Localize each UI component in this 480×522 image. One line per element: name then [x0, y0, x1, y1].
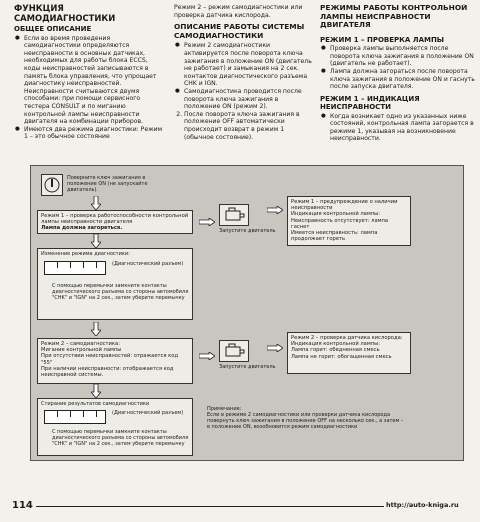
arrow-down-icon	[91, 234, 101, 248]
arrow-down-icon	[91, 196, 101, 210]
jumper-instruction: С помощью перемычки замкните контакты диагностического разъема со стороны автомобиля "CHK" и "IGN" на 2 сек., затем уберите перемычку	[52, 429, 189, 447]
arrow-right-icon	[267, 206, 283, 214]
page-number: 114	[12, 500, 33, 511]
bullet-item: ● Имеются два режима диагностики: Режим 1 – это обычное состояние	[24, 126, 166, 141]
mode2-result-box: Режим 2 – проверка датчика кислорода: Индикация контрольной лампы: Лампа горит: обедненная смесь Лампа не горит: обогащенная смесь	[287, 332, 411, 374]
section-title: РЕЖИМЫ РАБОТЫ КОНТРОЛЬНОЙ ЛАМПЫ НЕИСПРАВНОСТИ ДВИГАТЕЛЯ	[320, 4, 468, 30]
column-2	[174, 4, 312, 141]
start-instruction: Поверните ключ зажигания в положение ON (не запускайте двигатель).	[67, 175, 148, 193]
section-subtitle: ОБЩЕЕ ОПИСАНИЕ	[14, 25, 92, 34]
column-1	[14, 4, 166, 141]
paragraph: Режим 2 – режим самодиагностики или проверка датчика кислорода.	[174, 4, 303, 19]
erase-title: Стирание результатов самодиагностики	[41, 401, 150, 407]
footer-url: http://auto-kniga.ru	[386, 501, 459, 509]
note-text: Примечание: Если в режиме 2 самодиагностики или проверки датчика кислорода повернуть ключ зажигания в положение OFF на несколько сек., а затем – в положение ON, возобновится режим самодиагностики	[207, 406, 404, 430]
key-icon	[41, 174, 63, 196]
mode2-box: Режим 2 – самодиагностика: Мигание контрольной лампы При отсутствии неисправностей: отражается код "55" При наличии неисправности: отображается код неисправной системы.	[37, 338, 193, 384]
jumper-instruction: С помощью перемычки замкните контакты диагностического разъема со стороны автомобиля "CHK" и "IGN" на 2 сек., затем уберите перемычку	[52, 283, 189, 301]
section-title: ФУНКЦИЯ САМОДИАГНОСТИКИ	[14, 3, 116, 23]
mode1-emphasis: Лампа должна загореться.	[41, 225, 123, 232]
bullet-item: ● Проверка лампы выполняется после поворота ключа зажигания в положение ON (двигатель не работает).	[330, 45, 476, 68]
diagnostic-flowchart	[30, 165, 464, 461]
engine-icon	[219, 204, 249, 226]
bullet-list	[174, 42, 312, 110]
connector-label: (Диагностический разъем)	[112, 410, 184, 416]
numbered-list	[174, 111, 312, 141]
bullet-item: ● Самодиагностика проводится после поворота ключа зажигания в положение ON (режим 2).	[184, 88, 312, 111]
bullet-list	[320, 45, 476, 91]
column-3	[320, 4, 476, 143]
change-mode-title: Изменение режима диагностики:	[41, 251, 130, 257]
footer-rule	[36, 506, 384, 507]
subsection-title: РЕЖИМ 1 – ПРОВЕРКА ЛАМПЫ	[320, 35, 445, 44]
bullet-list	[14, 35, 166, 141]
subsection-title: РЕЖИМ 1 – ИНДИКАЦИЯ НЕИСПРАВНОСТИ	[320, 94, 420, 112]
mode1-result-box: Режим 1 – предупреждение о наличии неисправности Индикация контрольной лампы: Неисправность отсутствует: лампа гаснет Имеется неисправность: лампа продолжает гореть	[287, 196, 411, 246]
engine-icon	[219, 340, 249, 362]
bullet-item: ● Если во время проведения самодиагностики определяются неисправности в основных датчиках, необходимых для работы блока ECCS, коды неисправностей записываются в память блока управления, что упрощает диагностику неисправностей. Неисправности считываются двумя способами: при помощи сервисного тестера CONSULT и по миганию контрольной лампы неисправности двигателя на комбинации приборов.	[24, 35, 166, 126]
arrow-down-icon	[91, 322, 101, 336]
mode1-check-box	[37, 210, 193, 234]
start-engine-label: Запустите двигатель	[219, 228, 276, 234]
section-title: ОПИСАНИЕ РАБОТЫ СИСТЕМЫ САМОДИАГНОСТИКИ	[174, 22, 305, 40]
start-engine-label: Запустите двигатель	[219, 364, 276, 370]
bullet-item: ● Когда возникает одно из указанных ниже состояний, контрольная лампа загорается в режиме 1, указывая на возникновение неисправности.	[330, 113, 476, 143]
bullet-item: ● Лампа должна загораться после поворота ключа зажигания в положение ON и гаснуть после запуска двигателя.	[330, 68, 476, 91]
mode1-text: Режим 1 – проверка работоспособности контрольной лампы неисправности двигателя	[41, 213, 189, 226]
arrow-right-icon	[199, 218, 215, 226]
bullet-item: ● Режим 2 самодиагностики активируется после поворота ключа зажигания в положение ON (двигатель не работает) и замыкания на 2 сек. контактов диагностического разъема CHK и IGN.	[184, 42, 312, 88]
bullet-list	[320, 113, 476, 143]
arrow-right-icon	[267, 344, 283, 352]
change-mode-panel	[37, 248, 193, 320]
arrow-right-icon	[199, 352, 215, 360]
diagnostic-connector	[44, 410, 106, 424]
erase-panel	[37, 398, 193, 456]
arrow-down-icon	[91, 384, 101, 398]
numbered-item: 2. После поворота ключа зажигания в положение OFF автоматически происходит возврат в режим 1 (обычное состояние).	[184, 111, 312, 141]
connector-label: (Диагностический разъем)	[112, 261, 184, 267]
diagnostic-connector	[44, 261, 106, 275]
